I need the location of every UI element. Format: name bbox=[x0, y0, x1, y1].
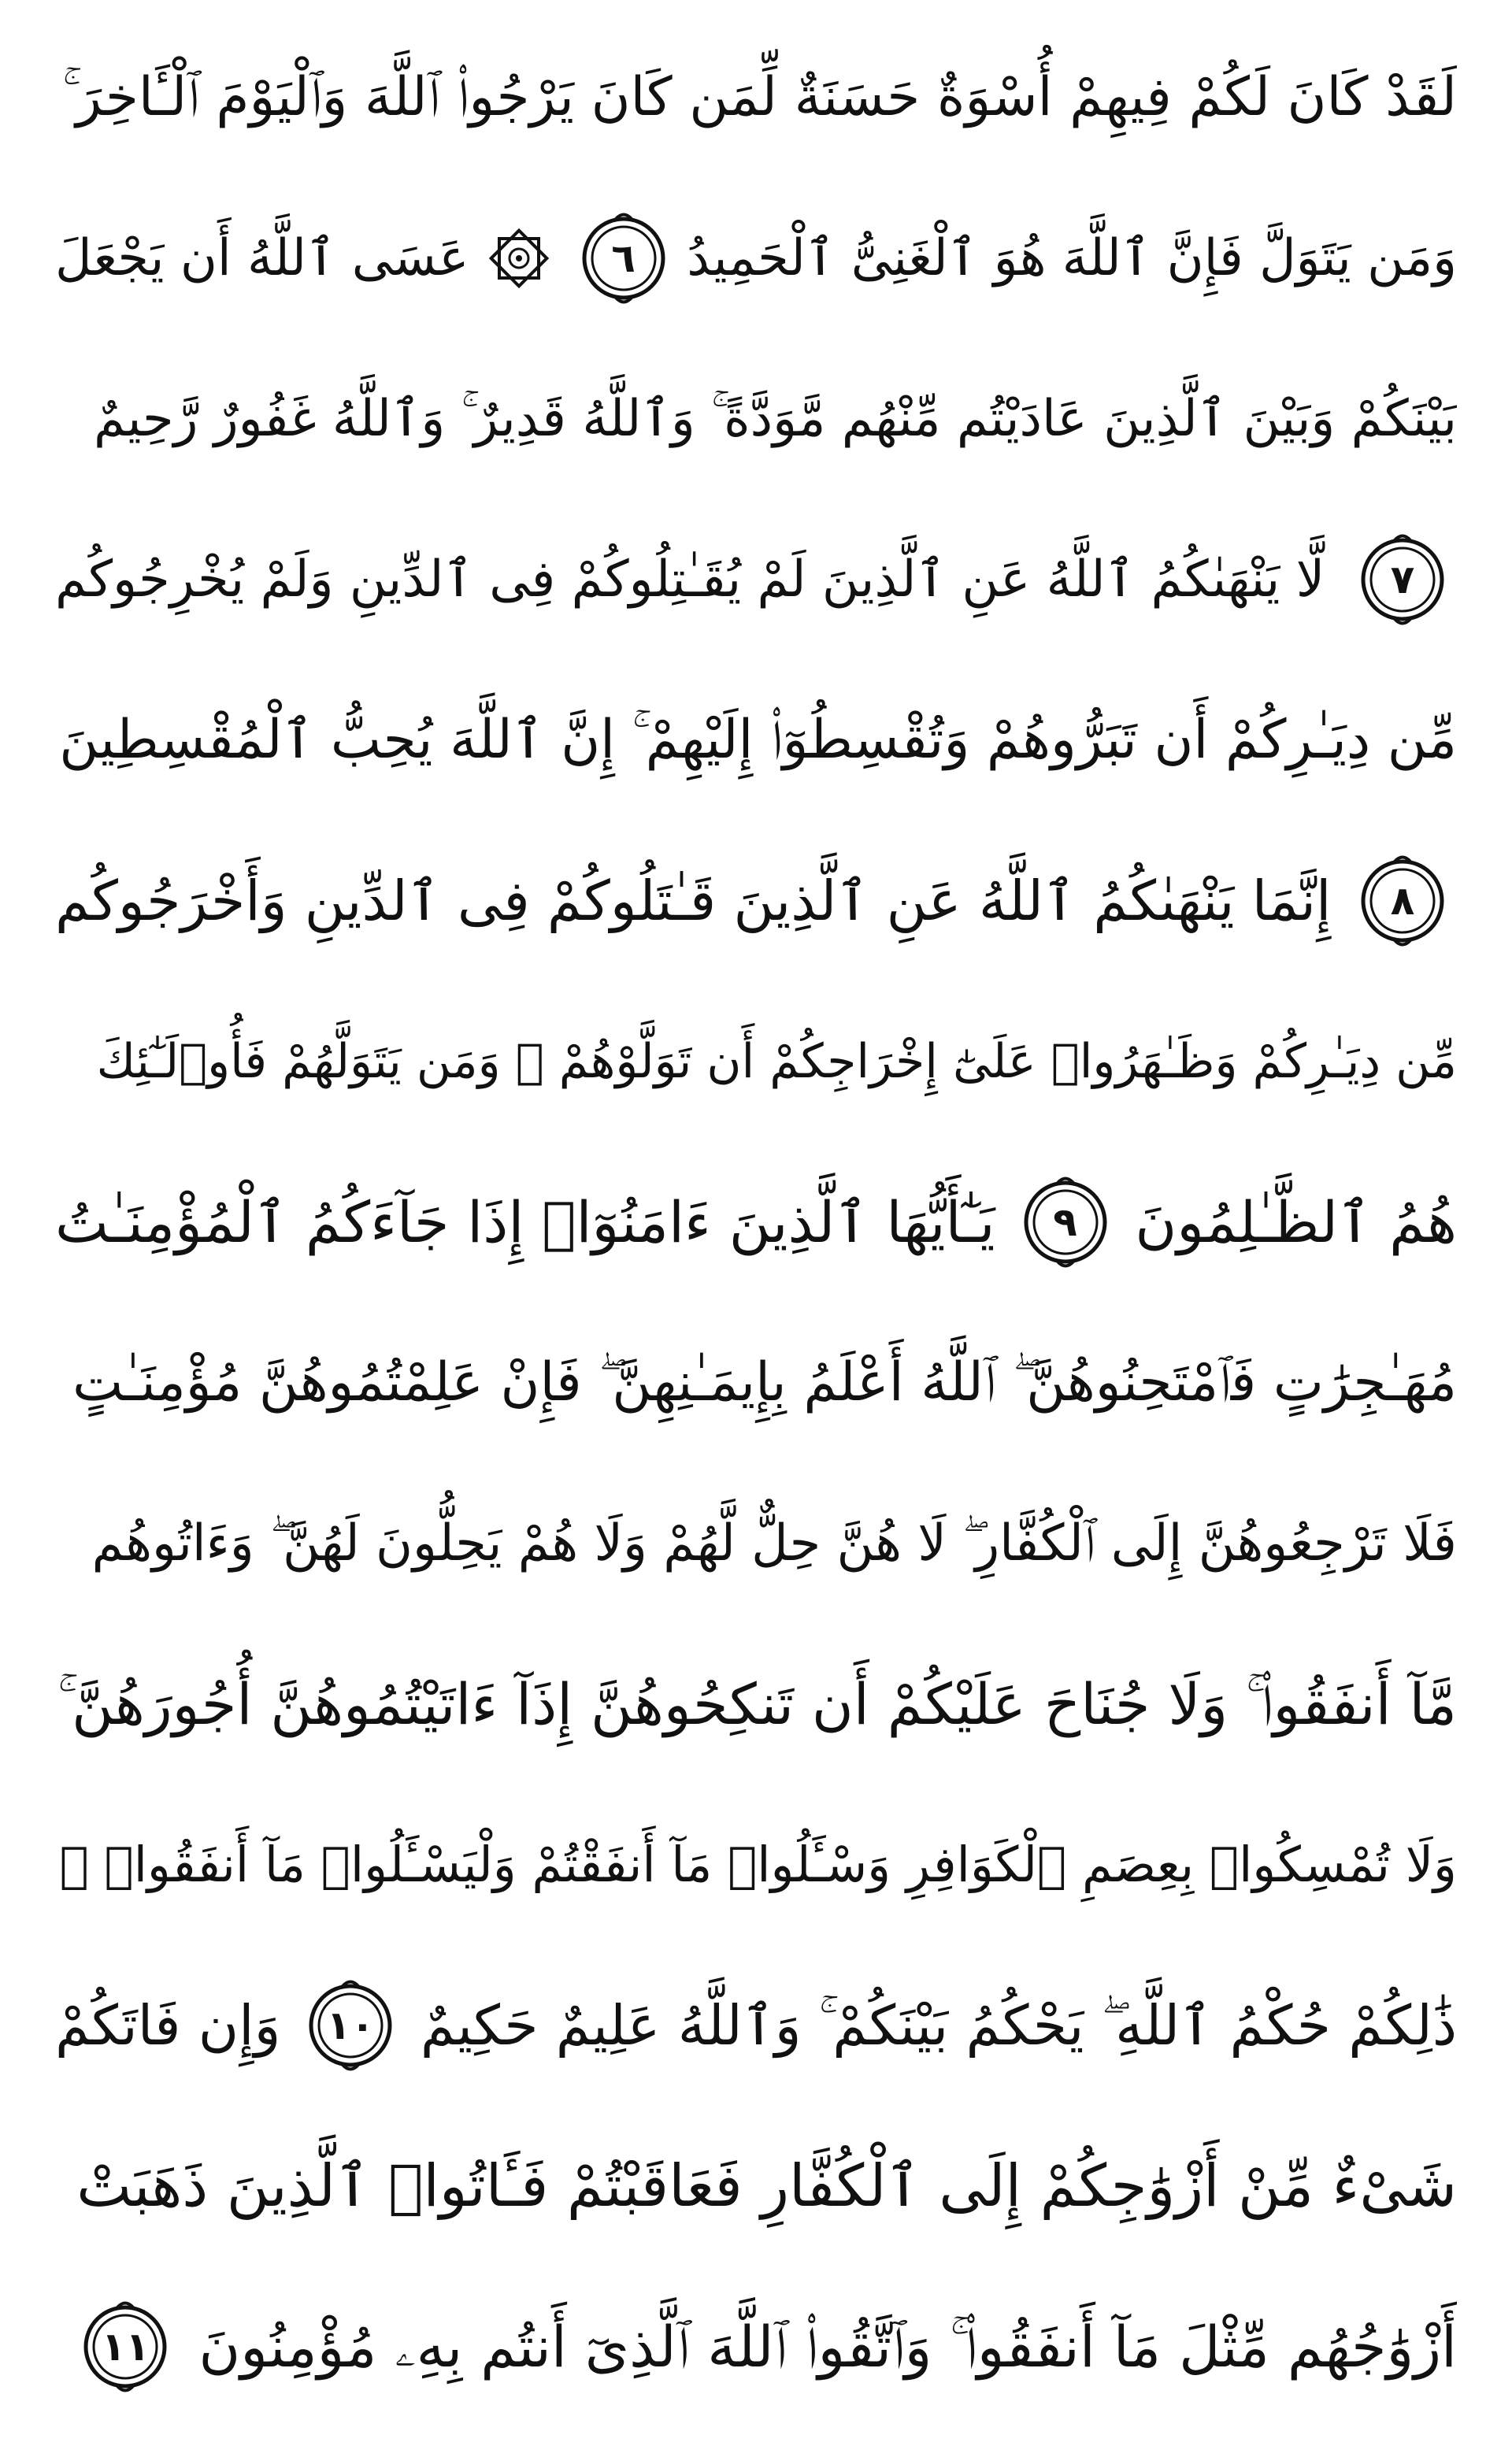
verse-text: مُهَـٰجِرَٰتٍ فَٱمْتَحِنُوهُنَّ ۖ ٱللَّهُ أَعْلَمُ بِإِيمَـٰنِهِنَّ ۖ فَإِنْ عَلِمْتُمُوهُنَّ مُؤْمِنَـٰتٍ bbox=[72, 1351, 1457, 1414]
verse-text: لَّا يَنْهَىٰكُمُ ٱللَّهُ عَنِ ٱلَّذِينَ لَمْ يُقَـٰتِلُوكُمْ فِى ٱلدِّينِ وَلَمْ يُخْرِجُوكُم bbox=[55, 550, 1325, 609]
ayah-number-marker bbox=[1356, 533, 1449, 626]
text-line bbox=[55, 178, 1457, 339]
hizb-marker bbox=[486, 225, 552, 291]
text-line bbox=[55, 1463, 1457, 1624]
text-line bbox=[55, 2106, 1457, 2266]
verse-text: فَلَا تَرْجِعُوهُنَّ إِلَى ٱلْكُفَّارِ ۖ لَا هُنَّ حِلٌّ لَّهُمْ وَلَا هُمْ يَحِلُّونَ لَهُنَّ ۖ وَءَاتُوهُم bbox=[91, 1514, 1457, 1573]
verse-text: لَقَدْ كَانَ لَكُمْ فِيهِمْ أُسْوَةٌ حَسَنَةٌ لِّمَن كَانَ يَرْجُوا۟ ٱللَّهَ وَٱلْيَوْمَ ٱلْـَٔاخِرَ ۚ bbox=[62, 66, 1457, 128]
text-line bbox=[55, 499, 1457, 660]
ayah-number: ١١ bbox=[101, 2324, 150, 2370]
text-line bbox=[55, 1784, 1457, 1945]
text-line bbox=[55, 981, 1457, 1142]
verse-text: وَلَا تُمْسِكُوا۟ بِعِصَمِ ٱلْكَوَافِرِ وَسْـَٔلُوا۟ مَآ أَنفَقْتُمْ وَلْيَسْـَٔلُوا۟ مَآ أَنفَقُوا۟ ۚ bbox=[59, 1836, 1457, 1893]
verse-text: مِّن دِيَـٰرِكُمْ وَظَـٰهَرُوا۟ عَلَىٰٓ إِخْرَاجِكُمْ أَن تَوَلَّوْهُمْ ۚ وَمَن يَتَوَلَّهُمْ فَأُو۟لَـٰٓئِكَ bbox=[96, 1034, 1457, 1089]
verse-text: هُمُ ٱلظَّـٰلِمُونَ bbox=[1135, 1189, 1457, 1255]
verse-text: يَـٰٓأَيُّهَا ٱلَّذِينَ ءَامَنُوٓا۟ إِذَا جَآءَكُمُ ٱلْمُؤْمِنَـٰتُ bbox=[55, 1189, 995, 1255]
verse-text: مِّن دِيَـٰرِكُمْ أَن تَبَرُّوهُمْ وَتُقْسِطُوٓا۟ إِلَيْهِمْ ۚ إِنَّ ٱللَّهَ يُحِبُّ ٱلْمُقْسِطِينَ bbox=[59, 709, 1457, 771]
verse-text: ذَٰلِكُمْ حُكْمُ ٱللَّهِ ۖ يَحْكُمُ بَيْنَكُمْ ۚ وَٱللَّهُ عَلِيمٌ حَكِيمٌ bbox=[420, 1993, 1457, 2058]
verse-text: شَىْءٌ مِّنْ أَزْوَٰجِكُمْ إِلَى ٱلْكُفَّارِ فَعَاقَبْتُمْ فَـَٔاتُوا۟ ٱلَّذِينَ ذَهَبَتْ bbox=[76, 2152, 1457, 2220]
ayah-number: ٩ bbox=[1053, 1199, 1077, 1245]
verse-text: عَسَى ٱللَّهُ أَن يَجْعَلَ bbox=[55, 229, 469, 287]
verse-text: بَيْنَكُمْ وَبَيْنَ ٱلَّذِينَ عَادَيْتُم مِّنْهُم مَّوَدَّةً ۚ وَٱللَّهُ قَدِيرٌ ۚ وَٱللَّهُ غَفُورٌ رَّحِيمٌ bbox=[94, 390, 1457, 448]
ayah-number: ١٠ bbox=[326, 2003, 375, 2048]
text-line bbox=[55, 17, 1457, 178]
text-line bbox=[55, 2266, 1457, 2427]
ayah-number: ٦ bbox=[611, 235, 636, 281]
ayah-number-marker bbox=[304, 1979, 397, 2072]
rub-el-hizb-icon bbox=[486, 225, 552, 291]
ayah-number-marker bbox=[79, 2300, 172, 2393]
text-line bbox=[55, 339, 1457, 499]
text-line bbox=[55, 1945, 1457, 2106]
ayah-number: ٨ bbox=[1390, 878, 1415, 924]
ayah-number-marker bbox=[1019, 1176, 1112, 1269]
verse-text: مَّآ أَنفَقُوا۟ ۚ وَلَا جُنَاحَ عَلَيْكُمْ أَن تَنكِحُوهُنَّ إِذَآ ءَاتَيْتُمُوهُنَّ أُجُورَهُنَّ ۚ bbox=[57, 1671, 1457, 1737]
ayah-number-marker bbox=[1356, 854, 1449, 947]
verse-text: أَزْوَٰجُهُم مِّثْلَ مَآ أَنفَقُوا۟ ۚ وَٱتَّقُوا۟ ٱللَّهَ ٱلَّذِىٓ أَنتُم بِهِۦ مُؤْمِنُونَ bbox=[198, 2314, 1457, 2380]
quran-text-block bbox=[55, 17, 1457, 2427]
text-line bbox=[55, 660, 1457, 821]
ayah-number: ٧ bbox=[1390, 557, 1415, 602]
verse-text: وَإِن فَاتَكُمْ bbox=[55, 1993, 281, 2058]
text-line bbox=[55, 1624, 1457, 1784]
text-line bbox=[55, 1142, 1457, 1303]
text-line bbox=[55, 1303, 1457, 1463]
verse-text: وَمَن يَتَوَلَّ فَإِنَّ ٱللَّهَ هُوَ ٱلْغَنِىُّ ٱلْحَمِيدُ bbox=[687, 229, 1457, 287]
verse-text: إِنَّمَا يَنْهَىٰكُمُ ٱللَّهُ عَنِ ٱلَّذِينَ قَـٰتَلُوكُمْ فِى ٱلدِّينِ وَأَخْرَجُوكُم bbox=[55, 869, 1332, 933]
ayah-number-marker bbox=[577, 212, 670, 305]
text-line bbox=[55, 821, 1457, 981]
